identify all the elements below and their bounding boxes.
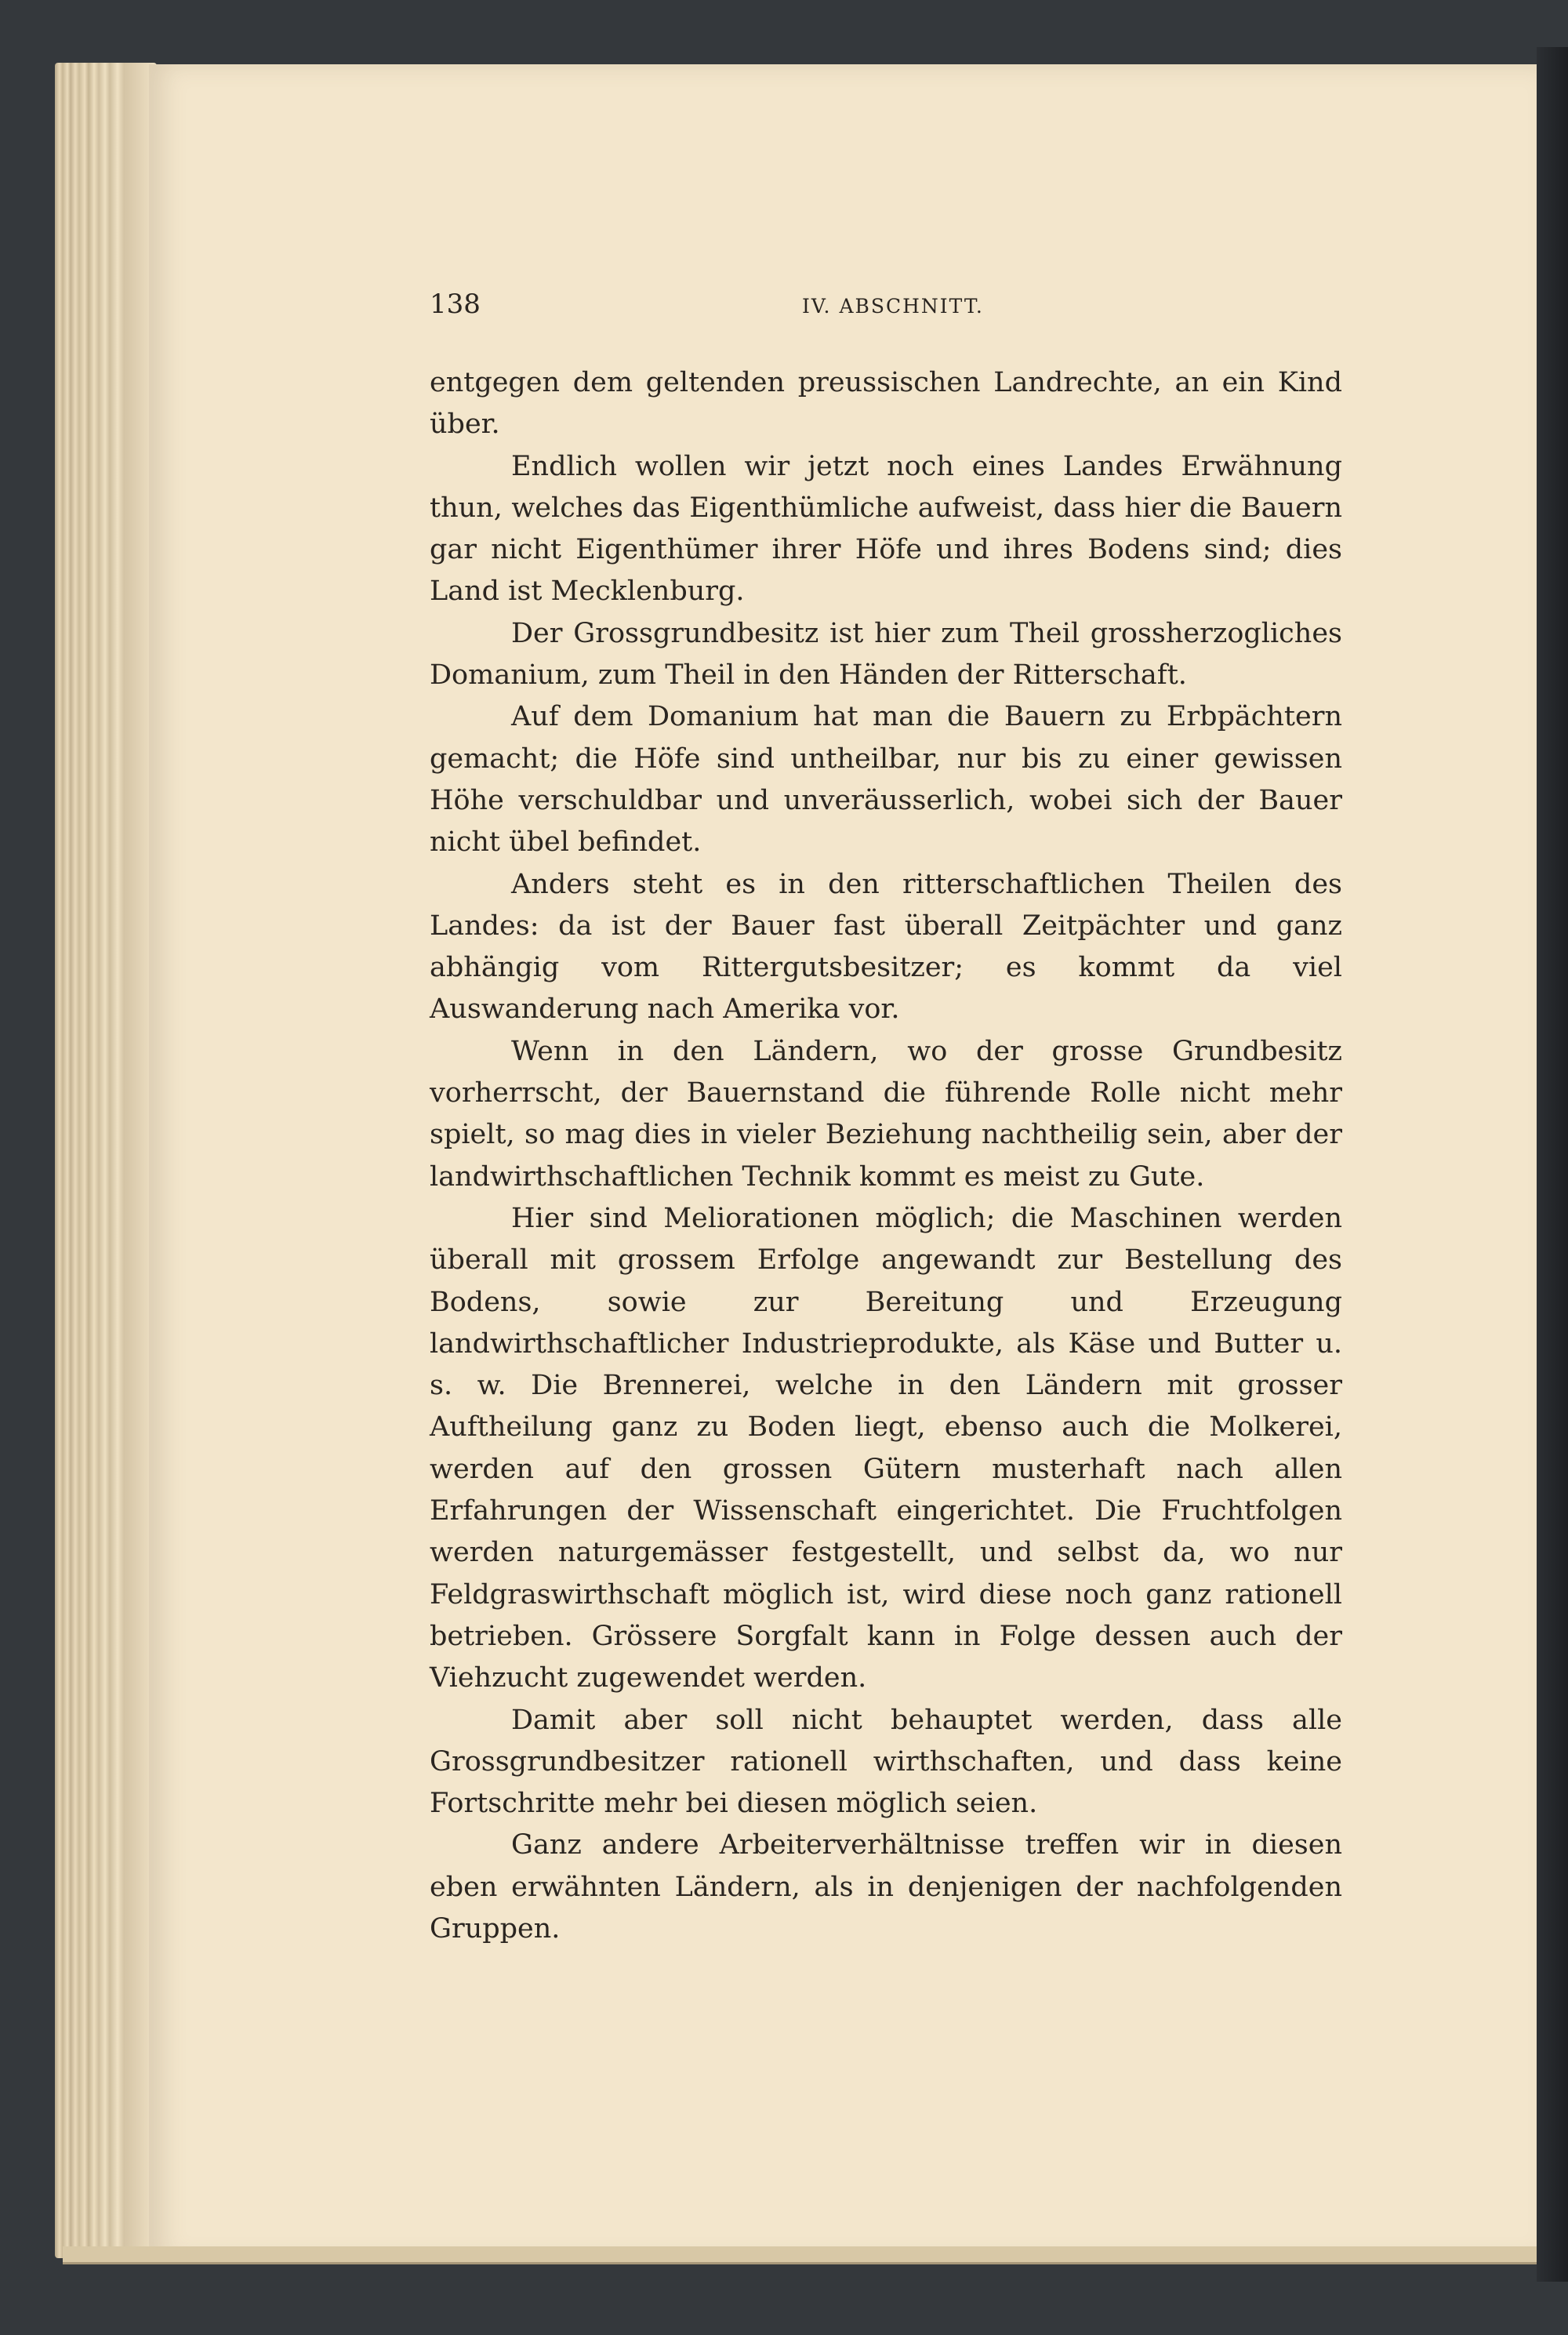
running-head: IV. ABSCHNITT. (802, 295, 984, 318)
paragraph: Auf dem Domanium hat man die Bauern zu Erbpächtern gemacht; die Höfe sind untheilbar, nur bis zu einer gewissen Höhe verschuldbar und unveräusserlich, wobei sich der Bauer nicht übel befindet. (430, 701, 1342, 859)
body-text (430, 362, 1342, 1950)
page-number: 138 (430, 289, 481, 320)
page-edges (55, 63, 157, 2258)
paragraph: Anders steht es in den ritterschaftlichen Theilen des Landes: da ist der Bauer fast überall Zeitpächter und ganz abhängig vom Rittergutsbesitzer; es kommt da viel Auswanderung nach Amerika vor. (430, 868, 1342, 1026)
paragraph: entgegen dem geltenden preussischen Landrechte, an ein Kind über. (430, 367, 1342, 441)
paragraph: Endlich wollen wir jetzt noch eines Landes Erwähnung thun, welches das Eigenthümliche aufweist, dass hier die Bauern gar nicht Eigenthümer ihrer Höfe und ihres Bodens sind; dies Land ist Mecklenburg. (430, 450, 1342, 608)
page-header (430, 289, 1342, 326)
paragraph: Der Grossgrundbesitz ist hier zum Theil grossherzogliches Domanium, zum Theil in den Händen der Ritterschaft. (430, 617, 1342, 692)
paragraph: Wenn in den Ländern, wo der grosse Grundbesitz vorherrscht, der Bauernstand die führende Rolle nicht mehr spielt, so mag dies in vieler Beziehung nachtheilig sein, aber der landwirthschaftlichen Technik kommt es meist zu Gute. (430, 1035, 1342, 1193)
paragraph: Damit aber soll nicht behauptet werden, dass alle Grossgrundbesitzer rationell wirthschaften, und dass keine Fortschritte mehr bei diesen möglich seien. (430, 1704, 1342, 1820)
paragraph: Hier sind Meliorationen möglich; die Maschinen werden überall mit grossem Erfolge angewandt zur Bestellung des Bodens, sowie zur Bereitung und Erzeugung landwirthschaftlicher Industrieprodukte, als Käse und Butter u. s. w. Die Brennerei, welche in den Ländern mit grosser Auftheilung ganz zu Boden liegt, ebenso auch die Molkerei, werden auf den grossen Gütern musterhaft nach allen Erfahrungen der Wissenschaft eingerichtet. Die Fruchtfolgen werden naturgemässer festgestellt, und selbst da, wo nur Feldgraswirthschaft möglich ist, wird diese noch ganz rationell betrieben. Grössere Sorgfalt kann in Folge dessen auch der Viehzucht zugewendet werden. (430, 1202, 1342, 1694)
bottom-page-edge (63, 2246, 1537, 2264)
paragraph: Ganz andere Arbeiterverhältnisse treffen wir in diesen eben erwähnten Ländern, als in denjenigen der nachfolgenden Gruppen. (430, 1829, 1342, 1945)
right-binding-shadow (1537, 47, 1568, 2282)
